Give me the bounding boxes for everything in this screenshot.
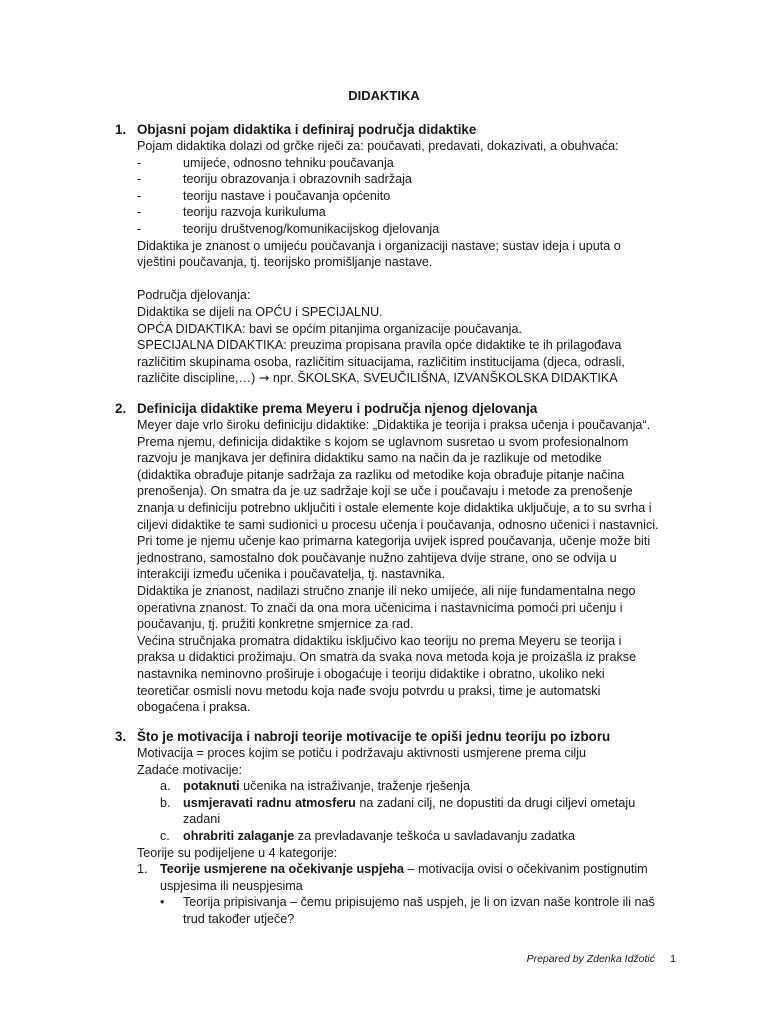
arrow-right-icon: →	[258, 370, 270, 386]
q2-line: operativna znanost. To znači da ona mora učenicima i nastavnicima pomoći pri učenju i	[137, 600, 623, 615]
q2-line: nastavnika neminovno proširuje i obogaćuje i teoriju didaktike i obratno, ukoliko neki	[137, 666, 605, 681]
q2-line: teoretičar osmisli novu metodu koja nađe svoju potvrdu u praksi, time je automatski	[137, 683, 601, 698]
q3-theories	[0, 845, 768, 928]
q3-bullet-item: • Teorija pripisivanja – čemu pripisujemo naš uspjeh, je li on izvan naše kontrole ili naš trud također utječe?	[160, 895, 655, 926]
q2-line: znanja u definiciju potrebno uključiti i ostale elemente koje didaktika uključuje, a to su svrha i	[137, 500, 652, 515]
footer-author: Prepared by Zdenka Idžotić	[526, 953, 655, 965]
q1-definition-line: Didaktika je znanost o umijeću poučavanja i organizaciji nastave; sustav ideja i uputa o	[137, 238, 621, 253]
question-3-number: 3.	[115, 729, 127, 744]
q1-list-item: - teoriju nastave i poučavanja općenito	[137, 188, 391, 203]
q1-list-item: - teoriju razvoja kurikuluma	[137, 205, 326, 220]
q1-list-item: - teoriju društvenog/komunikacijskog djelovanja	[137, 221, 440, 236]
q1-definition-line: vještini poučavanja, tj. teorijsko promišljanje nastave.	[137, 255, 433, 270]
q2-line: prenošenja). On smatra da je uz sadržaje koji se uče i poučavaju i metode za prenošenje	[137, 484, 633, 499]
q3-task-item: a. potaknuti učenika na istraživanje, traženje rješenja	[160, 779, 470, 794]
q2-line: Prema njemu, definicija didaktike s kojom se uglavnom susretao u svom profesionalnom	[137, 434, 629, 449]
q3-tasks-label: Zadaće motivacije:	[137, 762, 242, 777]
q3-definition: Motivacija = proces kojim se potiču i podržavaju aktivnosti usmjerene prema cilju	[137, 746, 587, 760]
q2-line: Meyer daje vrlo široku definiciju didaktike: „Didaktika je teorija i praksa učenja i poučavanja“.	[137, 418, 651, 432]
section-1	[0, 121, 768, 387]
question-2-title: Definicija didaktike prema Meyeru i područja njenog djelovanja	[137, 401, 538, 416]
q3-theory-item: 1. Teorije usmjerene na očekivanje uspjeha – motivacija ovisi o očekivanim postignutim uspjesima ili neuspjesima	[137, 862, 648, 893]
q3-task-item: b. usmjeravati radnu atmosferu na zadani cilj, ne dopustiti da drugi ciljevi ometaju zadani	[160, 795, 636, 827]
question-3-body	[0, 745, 677, 845]
q1-areas-line: različitim skupinama osoba, različitim situacijama, različitim institucijama (djeca, odrasli,	[137, 354, 625, 369]
question-1-body	[0, 138, 677, 387]
q1-areas-line: Područja djelovanja:	[137, 288, 251, 303]
question-3-heading	[0, 728, 768, 745]
question-1-title: Objasni pojam didaktika i definiraj područja didaktike	[137, 122, 477, 137]
q1-areas-last-line: različite discipline,…) → npr. ŠKOLSKA, SVEUČILIŠNA, IZVANŠKOLSKA DIDAKTIKA	[137, 370, 618, 386]
q2-line: razvoju je manjkava jer definira didaktiku samo na način da je razlikuje od metodike	[137, 451, 602, 466]
q1-areas-line: OPĆA DIDAKTIKA: bavi se općim pitanjima organizacije poučavanja.	[137, 321, 522, 336]
q2-line: Didaktika je znanost, nadilazi stručno znanje ili neko umijeće, ali nije fundamentalna nego	[137, 583, 636, 598]
q2-line: ciljevi didaktike te sami sudionici u procesu učenja i poučavanja, odnosno učenici i nastavnici.	[137, 517, 659, 532]
section-2	[0, 400, 768, 716]
q1-list-item: - teoriju obrazovanja i obrazovnih sadržaja	[137, 172, 412, 187]
q2-line: praksa u didaktici prožimaju. On smatra da svaka nova metoda koja je proizašla iz prakse	[137, 650, 637, 665]
question-2-heading	[0, 400, 768, 417]
question-3-title: Što je motivacija i nabroji teorije motivacije te opiši jednu teoriju po izboru	[137, 729, 611, 744]
q1-list-item: - umijeće, odnosno tehniku poučavanja	[137, 155, 394, 170]
q2-line: jednostrano, samostalno dok poučavanje nužno zahtijeva dvije strane, ono se odvija u	[137, 550, 617, 565]
page-number: 1	[670, 953, 676, 965]
q1-intro: Pojam didaktika dolazi od grčke riječi za: poučavati, predavati, dokazivati, a obuhvaća:	[137, 139, 619, 153]
q1-areas-line: Didaktika se dijeli na OPĆU i SPECIJALNU.	[137, 304, 383, 319]
q3-theories-label: Teorije su podijeljene u 4 kategorije:	[137, 845, 338, 860]
q2-line: Pri tome je njemu učenje kao primarna kategorija uvijek ispred poučavanja, učenje može biti	[137, 534, 651, 549]
q2-line: (didaktika obrađuje pitanje sadržaja za razliku od metodike koja obrađuje pitanje načina	[137, 467, 625, 482]
q1-areas-line: SPECIJALNA DIDAKTIKA: preuzima propisana pravila opće didaktike te ih prilagođava	[137, 338, 622, 353]
bullet-icon: •	[160, 895, 165, 910]
q3-task-item: c. ohrabriti zalaganje za prevladavanje teškoća u savladavanju zadatka	[160, 828, 576, 843]
question-2-body	[0, 417, 677, 716]
document-title: DIDAKTIKA	[348, 88, 420, 103]
question-1-heading	[0, 121, 768, 138]
q2-line: interakciji između učenika i poučavatelja, tj. nastavnika.	[137, 567, 446, 582]
q2-line: Većina stručnjaka promatra didaktiku isključivo kao teoriju no prema Meyeru se teorija i	[137, 633, 622, 648]
q2-line: poučavanju, tj. pružiti konkretne smjernice za rad.	[137, 617, 414, 632]
section-3	[0, 728, 768, 928]
question-2-number: 2.	[115, 401, 127, 416]
q2-line: obogaćena i praksa.	[137, 700, 251, 715]
question-1-number: 1.	[115, 122, 127, 137]
